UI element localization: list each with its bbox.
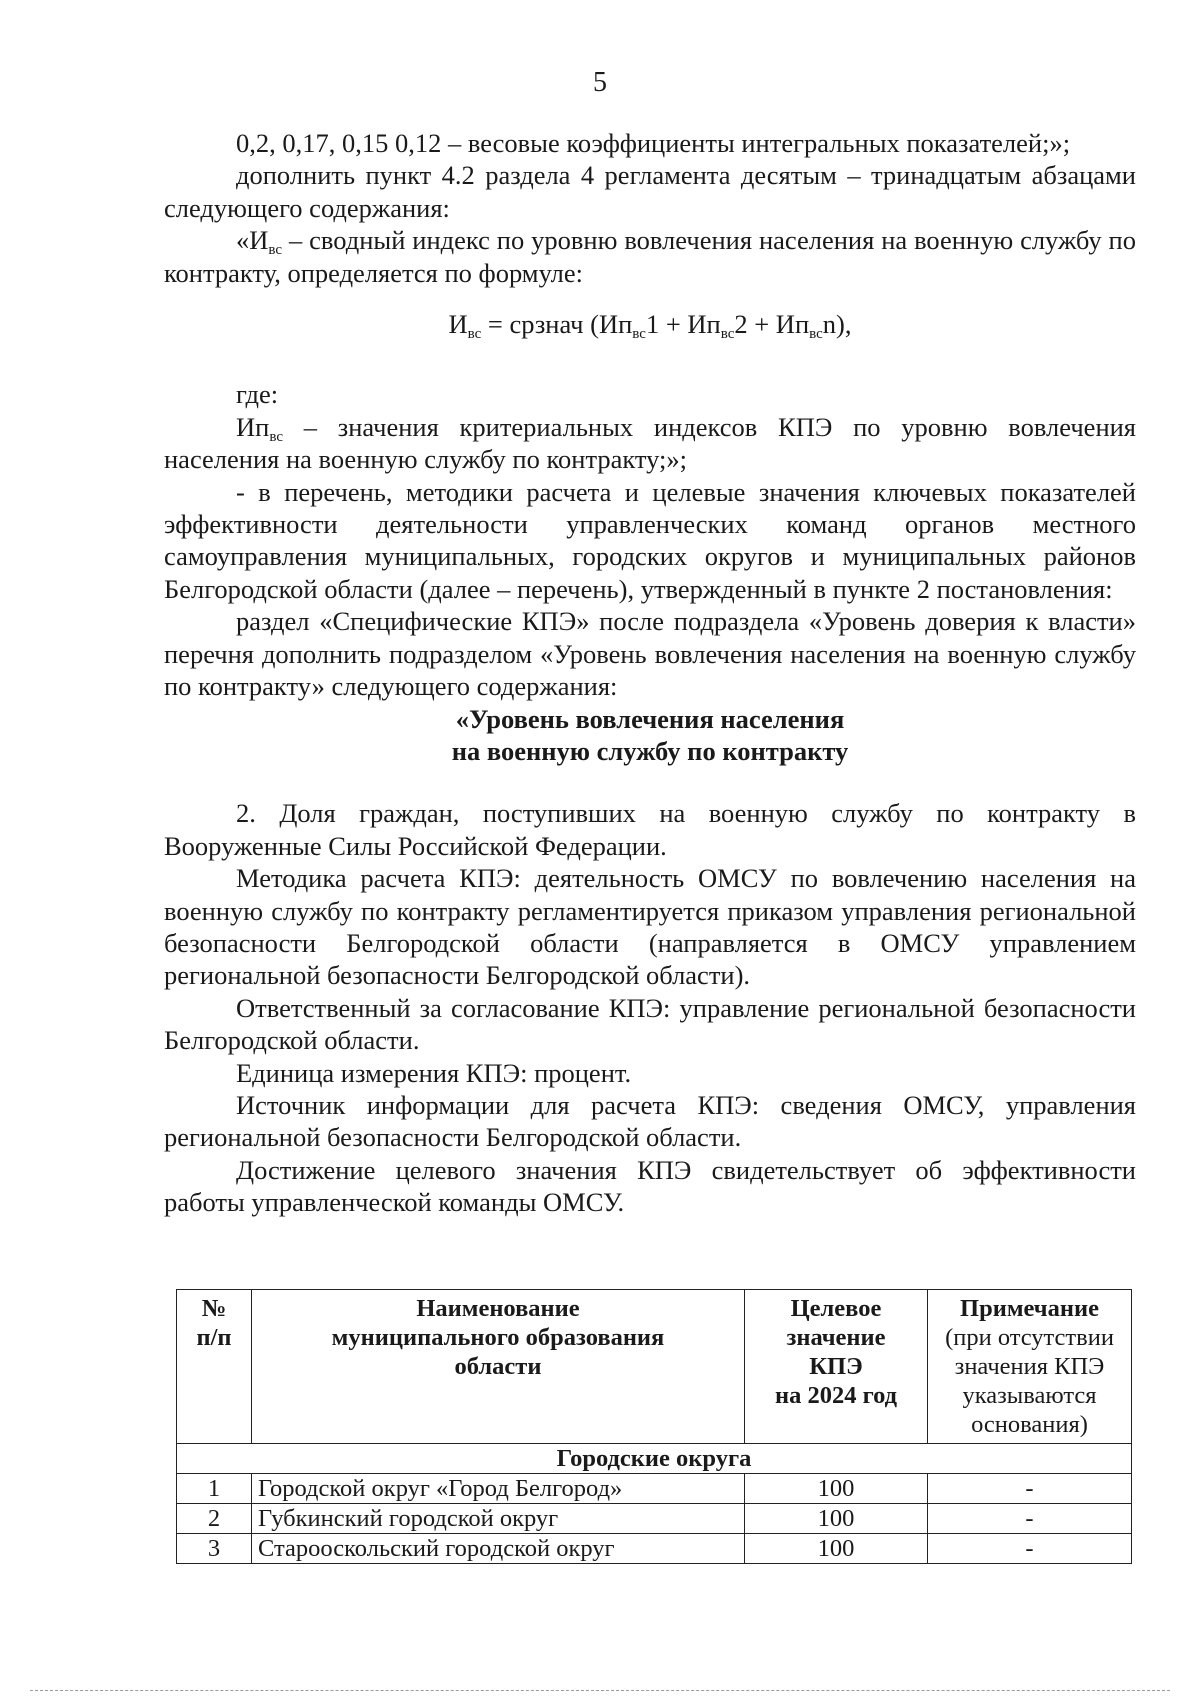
header-target-line: значение	[786, 1324, 886, 1351]
header-target	[745, 1290, 928, 1444]
header-target-line: КПЭ	[809, 1353, 863, 1380]
paragraph-amend-clause: дополнить пункт 4.2 раздела 4 регламента десятым – тринадцатым абзацами следующего содержания:	[164, 160, 1136, 223]
criteria-subscript: вс	[269, 428, 283, 445]
paragraph-responsible: Ответственный за согласование КПЭ: управление региональной безопасности Белгородской области.	[164, 992, 1136, 1056]
paragraph-unit: Единица измерения КПЭ: процент.	[236, 1057, 632, 1088]
paragraph-source: Источник информации для расчета КПЭ: сведения ОМСУ, управления региональной безопасности Белгородской области.	[164, 1089, 1136, 1153]
header-note-line: основания)	[971, 1411, 1088, 1438]
row-target: 100	[745, 1474, 928, 1504]
formula-lhs: И	[448, 309, 468, 340]
formula-term1: 1 + Ип	[645, 309, 721, 340]
header-target-line: Целевое	[790, 1295, 882, 1322]
row-municipality: Губкинский городской округ	[252, 1504, 745, 1534]
paragraph-section-amendment: раздел «Специфические КПЭ» после подраздела «Уровень доверия к власти» перечня дополнить подразделом «Уровень вовлечения населения на военную службу по контракту» следующего содержания:	[164, 606, 1136, 702]
table-row	[177, 1474, 1132, 1504]
table-header-row	[177, 1290, 1132, 1444]
header-number-line: п/п	[196, 1324, 232, 1351]
header-municipality-line: области	[454, 1353, 542, 1380]
row-target: 100	[745, 1504, 928, 1534]
table-group-row	[177, 1444, 1132, 1474]
document-body	[164, 127, 1136, 1219]
kpe-table	[176, 1289, 1132, 1564]
paragraph-index-definition	[164, 224, 1136, 289]
formula-term3-sub: вс	[809, 326, 823, 343]
formula-term1-sub: вс	[632, 326, 646, 343]
paragraph-criteria-definition	[164, 411, 1136, 476]
formula-eq: = срзнач (Ип	[481, 309, 633, 340]
row-number: 3	[177, 1534, 252, 1564]
criteria-definition-text: – значения критериальных индексов КПЭ по уровню вовлечения населения на военную службу по контракту;»;	[164, 411, 1136, 475]
header-number-line: №	[201, 1295, 227, 1322]
formula-lhs-sub: вс	[467, 326, 482, 343]
group-label: Городские округа	[177, 1444, 1132, 1474]
page-number: 5	[593, 67, 607, 98]
paragraph-indicator-2: 2. Доля граждан, поступивших на военную службу по контракту в Вооруженные Силы Российской Федерации.	[164, 798, 1136, 861]
index-definition-text: – сводный индекс по уровню вовлечения населения на военную службу по контракту, определяется по формуле:	[164, 225, 1136, 288]
header-note-line: указываются	[962, 1382, 1097, 1409]
row-number: 2	[177, 1504, 252, 1534]
header-municipality	[252, 1290, 745, 1444]
formula-term2: 2 + Ип	[734, 309, 810, 340]
paragraph-where: где:	[236, 379, 279, 410]
row-note: -	[928, 1534, 1132, 1564]
row-target: 100	[745, 1534, 928, 1564]
section-heading-line-2: на военную службу по контракту	[451, 735, 849, 766]
paragraph-list-amendment: - в перечень, методики расчета и целевые значения ключевых показателей эффективности деятельности управленческих команд органов местного самоуправления муниципальных, городских округов и муниципальных районов Белгородской области (далее – перечень), утвержденный в пункте 2 постановления:	[164, 476, 1136, 604]
row-number: 1	[177, 1474, 252, 1504]
header-note-line: (при отсутствии	[945, 1324, 1114, 1351]
spacer	[164, 767, 1136, 797]
section-heading-line-1: «Уровень вовлечения населения	[455, 703, 845, 734]
formula-term3: n),	[822, 309, 852, 340]
header-number	[177, 1290, 252, 1444]
header-target-line: на 2024 год	[774, 1382, 898, 1409]
table-row	[177, 1534, 1132, 1564]
formula-term2-sub: вс	[720, 326, 735, 343]
header-note-line: значения КПЭ	[954, 1353, 1105, 1380]
criteria-symbol: Ип	[236, 411, 270, 442]
header-municipality-line: Наименование	[416, 1295, 580, 1322]
index-symbol: «И	[236, 225, 269, 256]
scan-edge-line	[30, 1690, 1170, 1691]
header-note	[928, 1290, 1132, 1444]
row-note: -	[928, 1474, 1132, 1504]
row-municipality: Старооскольский городской округ	[252, 1534, 745, 1564]
formula	[164, 308, 1136, 343]
table-row	[177, 1504, 1132, 1534]
row-note: -	[928, 1504, 1132, 1534]
header-municipality-line: муниципального образования	[331, 1324, 665, 1351]
paragraph-achievement: Достижение целевого значения КПЭ свидетельствует об эффективности работы управленческой команды ОМСУ.	[164, 1154, 1136, 1218]
header-note-line: Примечание	[960, 1295, 1099, 1322]
row-municipality: Городской округ «Город Белгород»	[252, 1474, 745, 1504]
paragraph-methodology: Методика расчета КПЭ: деятельность ОМСУ по вовлечению населения на военную службу по контракту регламентируется приказом управления региональной безопасности Белгородской области (направляется в ОМСУ управлением региональной безопасности Белгородской области).	[164, 863, 1136, 991]
paragraph-weights: 0,2, 0,17, 0,15 0,12 – весовые коэффициенты интегральных показателей;»;	[236, 128, 1071, 158]
index-subscript: вс	[268, 242, 283, 259]
